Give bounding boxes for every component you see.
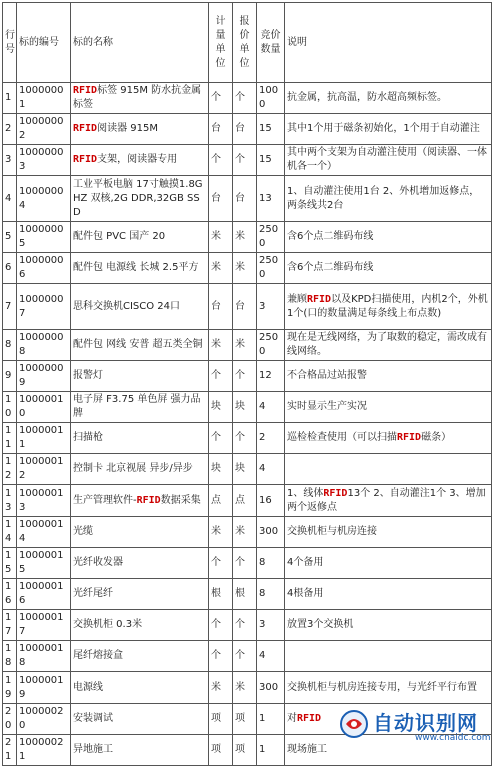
bid-items-table bbox=[2, 2, 492, 766]
cell-unit-quote: 个 bbox=[233, 361, 257, 392]
cell-code: 10000004 bbox=[17, 176, 71, 222]
cell-quantity: 16 bbox=[257, 485, 285, 517]
logo-icon bbox=[339, 709, 369, 739]
table-row bbox=[3, 253, 492, 284]
cell-unit-quote: 米 bbox=[233, 330, 257, 361]
cell-unit-quote: 台 bbox=[233, 176, 257, 222]
cell-name: 生产管理软件-RFID数据采集 bbox=[71, 485, 209, 517]
cell-unit-quote: 台 bbox=[233, 114, 257, 145]
cell-row-no: 13 bbox=[3, 485, 17, 517]
cell-note: 1、自动灌注使用1台 2、外机增加返修点，两条线共2台 bbox=[285, 176, 492, 222]
table-body bbox=[3, 83, 492, 766]
cell-unit-measure: 米 bbox=[209, 330, 233, 361]
cell-unit-measure: 点 bbox=[209, 485, 233, 517]
cell-quantity: 8 bbox=[257, 548, 285, 579]
cell-row-no: 9 bbox=[3, 361, 17, 392]
cell-note: 其中1个用于磁条初始化，1个用于自动灌注 bbox=[285, 114, 492, 145]
cell-unit-measure: 个 bbox=[209, 548, 233, 579]
cell-code: 10000005 bbox=[17, 222, 71, 253]
cell-unit-measure: 个 bbox=[209, 610, 233, 641]
cell-unit-measure: 个 bbox=[209, 145, 233, 176]
cell-row-no: 2 bbox=[3, 114, 17, 145]
cell-note: 不合格品过站报警 bbox=[285, 361, 492, 392]
cell-unit-measure: 米 bbox=[209, 672, 233, 704]
cell-unit-measure: 根 bbox=[209, 579, 233, 610]
cell-quantity: 1000 bbox=[257, 83, 285, 114]
cell-quantity: 2500 bbox=[257, 253, 285, 284]
cell-code: 10000002 bbox=[17, 114, 71, 145]
cell-unit-quote: 项 bbox=[233, 704, 257, 735]
cell-code: 10000006 bbox=[17, 253, 71, 284]
cell-unit-quote: 个 bbox=[233, 641, 257, 672]
cell-unit-quote: 点 bbox=[233, 485, 257, 517]
cell-name: 交换机柜 0.3米 bbox=[71, 610, 209, 641]
cell-unit-quote: 块 bbox=[233, 454, 257, 485]
table-row bbox=[3, 392, 492, 423]
cell-unit-measure: 个 bbox=[209, 361, 233, 392]
cell-code: 10000020 bbox=[17, 704, 71, 735]
cell-quantity: 1 bbox=[257, 704, 285, 735]
cell-unit-measure: 米 bbox=[209, 253, 233, 284]
table-row bbox=[3, 579, 492, 610]
cell-note: 兼顾RFID以及KPD扫描使用，内机2个，外机1个(口的数量满足每条线上布点数) bbox=[285, 284, 492, 330]
cell-code: 10000015 bbox=[17, 548, 71, 579]
cell-quantity: 2500 bbox=[257, 222, 285, 253]
table-row bbox=[3, 423, 492, 454]
cell-row-no: 4 bbox=[3, 176, 17, 222]
cell-quantity: 3 bbox=[257, 284, 285, 330]
cell-unit-measure: 台 bbox=[209, 284, 233, 330]
cell-row-no: 7 bbox=[3, 284, 17, 330]
cell-code: 10000018 bbox=[17, 641, 71, 672]
cell-note: 巡检检查使用（可以扫描RFID磁条） bbox=[285, 423, 492, 454]
cell-quantity: 1 bbox=[257, 735, 285, 766]
cell-note: 含6个点二维码布线 bbox=[285, 253, 492, 284]
cell-unit-measure: 个 bbox=[209, 641, 233, 672]
table-row bbox=[3, 361, 492, 392]
cell-unit-measure: 台 bbox=[209, 176, 233, 222]
table-row bbox=[3, 672, 492, 704]
cell-row-no: 16 bbox=[3, 579, 17, 610]
header-note: 说明 bbox=[285, 3, 492, 83]
cell-note: 对RFID bbox=[285, 704, 492, 735]
cell-code: 10000011 bbox=[17, 423, 71, 454]
table-row bbox=[3, 548, 492, 579]
table-header-row bbox=[3, 3, 492, 83]
cell-row-no: 10 bbox=[3, 392, 17, 423]
cell-unit-measure: 项 bbox=[209, 735, 233, 766]
cell-row-no: 21 bbox=[3, 735, 17, 766]
cell-unit-quote: 块 bbox=[233, 392, 257, 423]
cell-quantity: 15 bbox=[257, 114, 285, 145]
cell-quantity: 3 bbox=[257, 610, 285, 641]
cell-quantity: 300 bbox=[257, 517, 285, 548]
cell-note: 其中两个支架为自动灌注使用（阅读器、一体机各一个） bbox=[285, 145, 492, 176]
cell-name: 光缆 bbox=[71, 517, 209, 548]
cell-unit-measure: 个 bbox=[209, 423, 233, 454]
table-row bbox=[3, 222, 492, 253]
cell-row-no: 18 bbox=[3, 641, 17, 672]
cell-code: 10000003 bbox=[17, 145, 71, 176]
cell-unit-measure: 项 bbox=[209, 704, 233, 735]
cell-row-no: 6 bbox=[3, 253, 17, 284]
cell-unit-measure: 个 bbox=[209, 83, 233, 114]
cell-note: 现在是无线网络，为了取数的稳定，需改成有线网络。 bbox=[285, 330, 492, 361]
cell-unit-quote: 根 bbox=[233, 579, 257, 610]
cell-name: 报警灯 bbox=[71, 361, 209, 392]
cell-unit-measure: 台 bbox=[209, 114, 233, 145]
table-row bbox=[3, 284, 492, 330]
cell-quantity: 2 bbox=[257, 423, 285, 454]
header-name: 标的名称 bbox=[71, 3, 209, 83]
cell-unit-quote: 米 bbox=[233, 222, 257, 253]
cell-note: 现场施工 bbox=[285, 735, 492, 766]
cell-name: 配件包 PVC 国产 20 bbox=[71, 222, 209, 253]
cell-row-no: 17 bbox=[3, 610, 17, 641]
cell-note: 放置3个交换机 bbox=[285, 610, 492, 641]
cell-quantity: 8 bbox=[257, 579, 285, 610]
cell-unit-measure: 块 bbox=[209, 454, 233, 485]
table-row bbox=[3, 641, 492, 672]
cell-name: 电源线 bbox=[71, 672, 209, 704]
cell-name: 电子屏 F3.75 单色屏 强力品牌 bbox=[71, 392, 209, 423]
cell-code: 10000012 bbox=[17, 454, 71, 485]
cell-name: RFID支架，阅读器专用 bbox=[71, 145, 209, 176]
cell-row-no: 12 bbox=[3, 454, 17, 485]
cell-unit-quote: 项 bbox=[233, 735, 257, 766]
cell-unit-measure: 米 bbox=[209, 222, 233, 253]
cell-unit-quote: 个 bbox=[233, 83, 257, 114]
cell-row-no: 19 bbox=[3, 672, 17, 704]
cell-quantity: 2500 bbox=[257, 330, 285, 361]
cell-note: 4个备用 bbox=[285, 548, 492, 579]
cell-unit-measure: 米 bbox=[209, 517, 233, 548]
cell-quantity: 4 bbox=[257, 392, 285, 423]
cell-note: 1、线体RFID13个 2、自动灌注1个 3、增加两个返修点 bbox=[285, 485, 492, 517]
cell-note: 交换机柜与机房连接专用，与光纤平行布置 bbox=[285, 672, 492, 704]
cell-unit-measure: 块 bbox=[209, 392, 233, 423]
cell-code: 10000014 bbox=[17, 517, 71, 548]
cell-code: 10000007 bbox=[17, 284, 71, 330]
cell-note: 4根备用 bbox=[285, 579, 492, 610]
table-row bbox=[3, 454, 492, 485]
table-row bbox=[3, 114, 492, 145]
cell-note bbox=[285, 641, 492, 672]
table-row bbox=[3, 145, 492, 176]
table-row bbox=[3, 330, 492, 361]
cell-row-no: 8 bbox=[3, 330, 17, 361]
watermark-text: 自动识别网 bbox=[373, 711, 478, 735]
header-code: 标的编号 bbox=[17, 3, 71, 83]
cell-note: 含6个点二维码布线 bbox=[285, 222, 492, 253]
cell-unit-quote: 台 bbox=[233, 284, 257, 330]
cell-quantity: 15 bbox=[257, 145, 285, 176]
cell-name: 异地施工 bbox=[71, 735, 209, 766]
cell-code: 10000021 bbox=[17, 735, 71, 766]
cell-unit-quote: 个 bbox=[233, 548, 257, 579]
cell-name: 工业平板电脑 17寸触摸1.8GHZ 双核,2G DDR,32GB SSD bbox=[71, 176, 209, 222]
cell-name: 配件包 电源线 长城 2.5平方 bbox=[71, 253, 209, 284]
cell-name: RFID阅读器 915M bbox=[71, 114, 209, 145]
cell-note: 抗金属，抗高温，防水超高频标签。 bbox=[285, 83, 492, 114]
cell-note: 实时显示生产实况 bbox=[285, 392, 492, 423]
site-watermark bbox=[339, 707, 489, 747]
table-row bbox=[3, 485, 492, 517]
header-row-no: 行号 bbox=[3, 3, 17, 83]
cell-row-no: 15 bbox=[3, 548, 17, 579]
cell-name: 配件包 网线 安普 超五类全铜 bbox=[71, 330, 209, 361]
cell-code: 10000013 bbox=[17, 485, 71, 517]
cell-unit-quote: 米 bbox=[233, 253, 257, 284]
cell-quantity: 13 bbox=[257, 176, 285, 222]
cell-note: 交换机柜与机房连接 bbox=[285, 517, 492, 548]
cell-unit-quote: 米 bbox=[233, 672, 257, 704]
watermark-url: www.cnaidc.com bbox=[415, 733, 491, 743]
cell-quantity: 4 bbox=[257, 641, 285, 672]
header-unit-measure: 计量单位 bbox=[209, 3, 233, 83]
cell-row-no: 20 bbox=[3, 704, 17, 735]
cell-code: 10000017 bbox=[17, 610, 71, 641]
cell-quantity: 12 bbox=[257, 361, 285, 392]
cell-quantity: 300 bbox=[257, 672, 285, 704]
cell-row-no: 14 bbox=[3, 517, 17, 548]
cell-row-no: 1 bbox=[3, 83, 17, 114]
cell-unit-quote: 个 bbox=[233, 610, 257, 641]
cell-unit-quote: 个 bbox=[233, 423, 257, 454]
header-quantity: 竞价数量 bbox=[257, 3, 285, 83]
cell-name: RFID标签 915M 防水抗金属标签 bbox=[71, 83, 209, 114]
cell-row-no: 5 bbox=[3, 222, 17, 253]
cell-code: 10000016 bbox=[17, 579, 71, 610]
cell-name: 控制卡 北京视展 异步/异步 bbox=[71, 454, 209, 485]
cell-name: 光纤尾纤 bbox=[71, 579, 209, 610]
cell-name: 光纤收发器 bbox=[71, 548, 209, 579]
cell-quantity: 4 bbox=[257, 454, 285, 485]
header-unit-quote: 报价单位 bbox=[233, 3, 257, 83]
cell-code: 10000009 bbox=[17, 361, 71, 392]
table-row bbox=[3, 517, 492, 548]
cell-unit-quote: 米 bbox=[233, 517, 257, 548]
cell-name: 尾纤熔接盒 bbox=[71, 641, 209, 672]
cell-row-no: 3 bbox=[3, 145, 17, 176]
cell-name: 扫描枪 bbox=[71, 423, 209, 454]
cell-code: 10000019 bbox=[17, 672, 71, 704]
cell-unit-quote: 个 bbox=[233, 145, 257, 176]
cell-code: 10000010 bbox=[17, 392, 71, 423]
cell-row-no: 11 bbox=[3, 423, 17, 454]
table-row bbox=[3, 610, 492, 641]
cell-name: 思科交换机CISCO 24口 bbox=[71, 284, 209, 330]
cell-code: 10000001 bbox=[17, 83, 71, 114]
cell-code: 10000008 bbox=[17, 330, 71, 361]
table-row bbox=[3, 83, 492, 114]
cell-note bbox=[285, 454, 492, 485]
cell-name: 安装调试 bbox=[71, 704, 209, 735]
table-row bbox=[3, 176, 492, 222]
